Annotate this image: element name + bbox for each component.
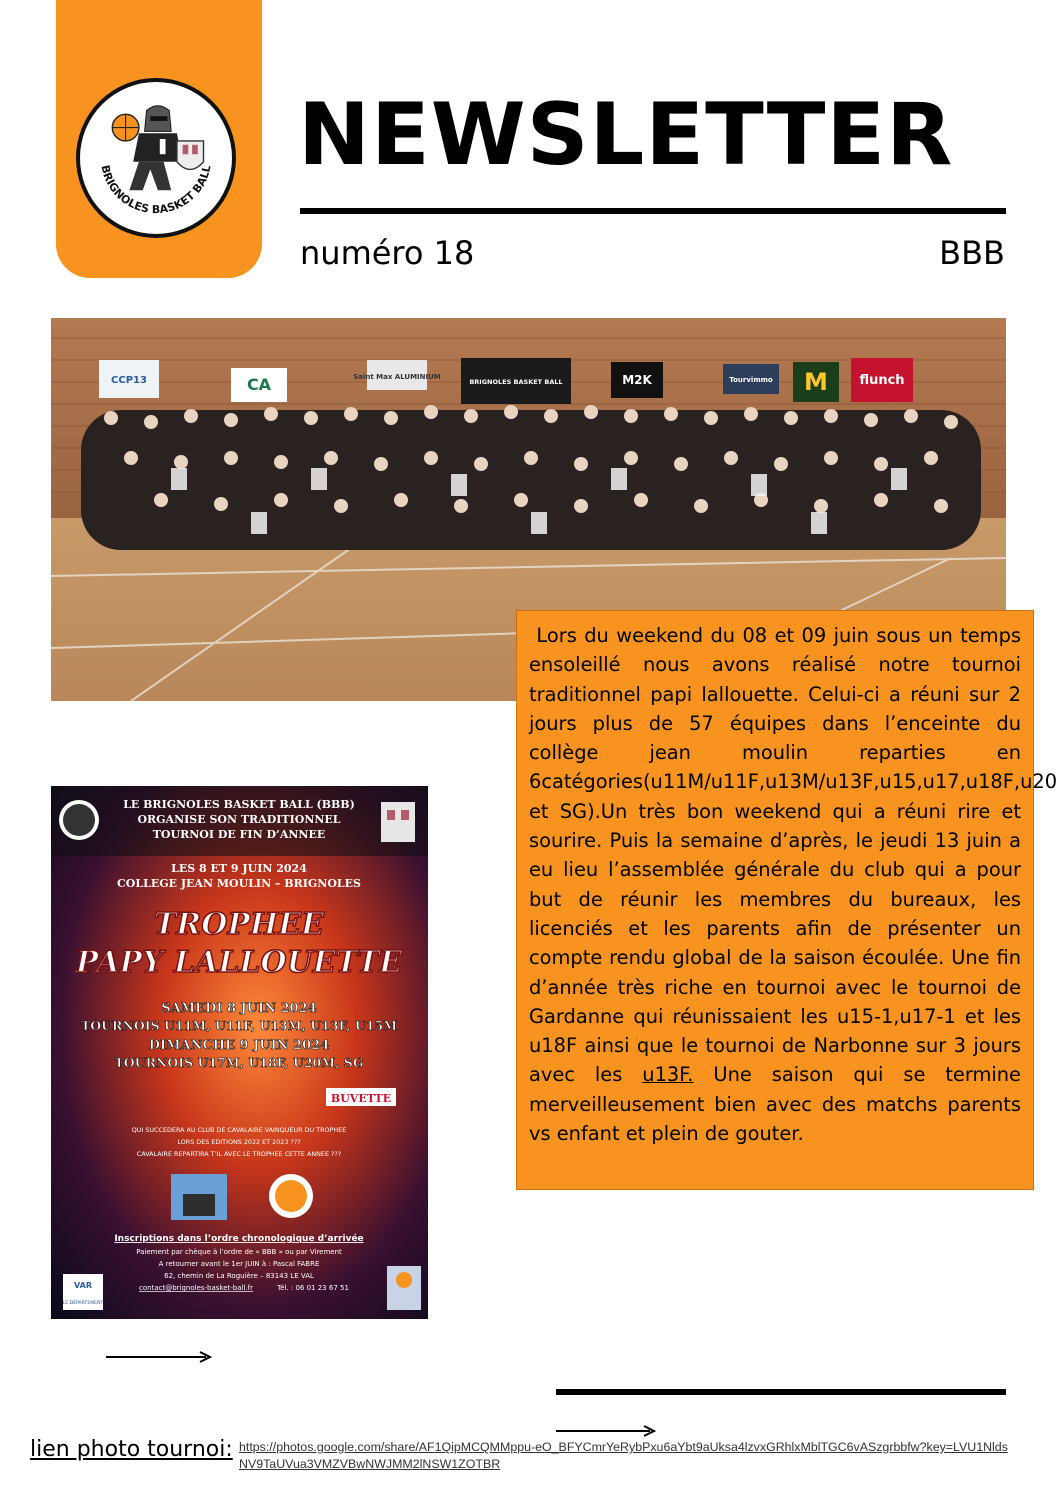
footer-divider xyxy=(556,1389,1006,1395)
club-logo xyxy=(76,78,236,238)
poster-day-1-teams: TOURNOIS U11M, U11F, U13M, U13F, U15M xyxy=(80,1018,398,1033)
poster-day-1: SAMEDI 8 JUIN 2024 xyxy=(161,1001,317,1016)
article-text: Lors du weekend du 08 et 09 juin sous un temps ensoleillé nous avons réalisé notre tournoi traditionnel papi lallouette. Celui-ci a réuni sur 2 jours plus de 57 équipes dans l’enceinte du collège jean moulin reparties en 6catégories(u11M/u11F,u13M/u13F,u15,u17,u18F,u20 et SG).Un très bon weekend qui a réuni rire et sourire. Puis la semaine d’après, le jeudi 13 juin a eu lieu l’assemblée générale du club qui a pour but de réunir les membres du bureaux, les licenciés et les parents afin de présenter un compte rendu global de la saison écoulée. Une fin d’année très riche en tournoi avec le tournoi de Gardanne qui réunissaient les u15-1,u17-1 et les u18F ainsi que le tournoi de Narbonne sur 3 jours avec les xyxy=(529,624,1058,1087)
poster-question-3: CAVALAIRE REPARTIRA T’IL AVEC LE TROPHEE CETTE ANNEE ??? xyxy=(136,1150,342,1158)
article-text-box xyxy=(516,610,1058,1190)
poster-buvette: BUVETTE xyxy=(330,1092,392,1105)
banner-tourvimmo: Tourvimmo xyxy=(729,376,773,384)
poster-venue: COLLEGE JEAN MOULIN – BRIGNOLES xyxy=(117,877,361,890)
poster-phone: Tél. : 06 01 23 67 51 xyxy=(277,1284,349,1292)
photo-album-link[interactable]: https://photos.google.com/share/AF1QipMCQMMppu-eO_BFYCmrYeRybPxu6aYbt9aUksa4lzvxGRhlxMblTGC6vASzgrbbfw?key=LVU1NldsNV9TaUVua3VMZVBwNWJMM2lNSW1ZOTBR xyxy=(239,1440,1008,1471)
poster-day-2: DIMANCHE 9 JUIN 2024 xyxy=(148,1038,330,1053)
article-text-end: Une saison qui se termine merveilleusement bien avec des matchs parents vs enfant et plein de gouter. xyxy=(529,1063,1021,1146)
org-abbreviation: BBB xyxy=(939,234,1005,272)
link-arrow-icon xyxy=(556,1423,656,1439)
banner-ccp13: CCP13 xyxy=(111,375,147,386)
article-body xyxy=(529,621,1058,1148)
banner-mcdonalds: M xyxy=(804,368,828,396)
poster-question-1: QUI SUCCEDERA AU CLUB DE CAVALAIRE VAINQUEUR DU TROPHEE xyxy=(131,1126,347,1134)
tournament-poster xyxy=(51,786,428,1319)
poster-registration: Inscriptions dans l’ordre chronologique d’arrivée xyxy=(114,1234,364,1244)
arrow-right-icon xyxy=(106,1349,212,1365)
banner-flunch: flunch xyxy=(859,373,905,388)
banner-saint-max: Saint Max ALUMINIUM xyxy=(353,373,441,381)
poster-line-1: LE BRIGNOLES BASKET BALL (BBB) xyxy=(123,798,355,811)
poster-question-2: LORS DES EDITIONS 2022 ET 2023 ??? xyxy=(177,1138,301,1146)
poster-title-2: PAPY LALLOUETTE xyxy=(75,945,403,980)
poster-send: A retourner avant le 1er JUIN à : Pascal FABRE xyxy=(158,1260,320,1268)
logo-tab xyxy=(56,0,262,278)
banner-bbb: BRIGNOLES BASKET BALL xyxy=(469,378,563,386)
poster-title-1: TROPHEE xyxy=(153,907,325,942)
banner-ca: CA xyxy=(246,375,272,394)
poster-dates: LES 8 ET 9 JUIN 2024 xyxy=(171,862,307,875)
issue-number: numéro 18 xyxy=(300,234,475,272)
poster-sponsor-left-top: VAR xyxy=(74,1281,92,1290)
poster-contact: contact@brignoles-basket-ball.fr xyxy=(139,1284,253,1292)
poster-day-2-teams: TOURNOIS U17M, U18F, U20M, SG xyxy=(114,1055,364,1070)
logo-arc-text: BRIGNOLES BASKET BALL xyxy=(98,163,214,217)
page-title: NEWSLETTER xyxy=(298,85,954,185)
knight-mascot-icon xyxy=(80,82,232,234)
photo-link-label: lien photo tournoi: xyxy=(30,1437,233,1462)
poster-sponsor-left: LE DÉPARTEMENT xyxy=(62,1301,104,1306)
poster-address: 62, chemin de La Roguière – 83143 LE VAL xyxy=(164,1272,314,1280)
header-divider xyxy=(300,208,1006,214)
banner-m2k: M2K xyxy=(622,373,652,387)
article-underlined-text: u13F. xyxy=(642,1063,694,1087)
poster-line-3: TOURNOI DE FIN D’ANNEE xyxy=(152,828,326,841)
poster-payment: Paiement par chèque à l’ordre de « BBB » ou par Virement xyxy=(136,1248,342,1256)
poster-line-2: ORGANISE SON TRADITIONNEL xyxy=(137,813,341,826)
